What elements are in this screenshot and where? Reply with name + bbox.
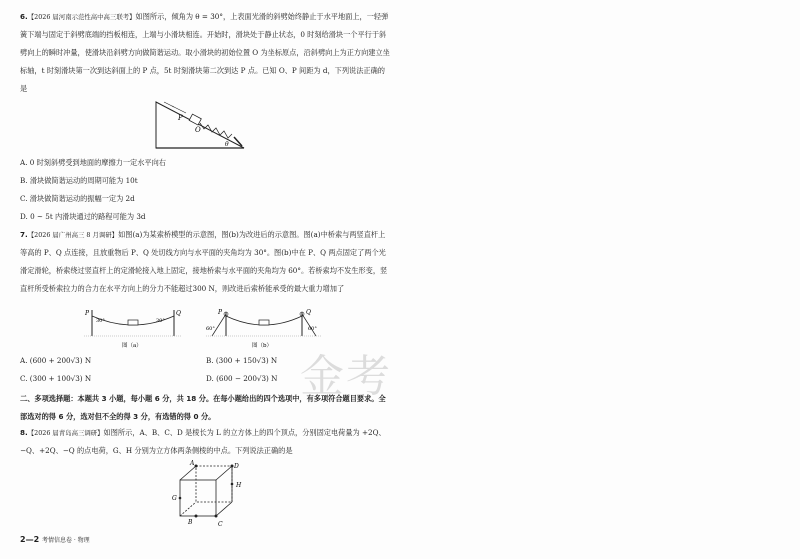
question-7 <box>20 226 392 298</box>
option-a: A. 0 时刻斜劈受到地面的摩擦力一定水平向右 <box>20 158 166 167</box>
question-7-stem <box>20 226 392 298</box>
question-6 <box>20 8 392 98</box>
label-D: D <box>234 463 239 470</box>
label-A: A <box>190 460 195 467</box>
label-C: C <box>218 521 223 528</box>
section-2-title: 二、多项选择题：本题共 3 小题，每小题 6 分，共 18 分。在每小题给出的四个选项中，有多项符合题目要求。全部选对的得 6 分，选对但不全的得 3 分，有选错的得 0 分。 <box>20 394 386 421</box>
question-source: 【2026 届青岛高三调研】 <box>27 429 104 437</box>
watermark: 金考 <box>300 351 392 402</box>
option-d: D. 0 ~ 5t 内滑块通过的路程可能为 3d <box>20 212 146 221</box>
question-number: 8. <box>20 428 28 437</box>
question-source: 【2026 届河南示范性高中高三联考】 <box>27 13 136 21</box>
question-source: 【2026 届广州高三 8 月调研】 <box>27 231 119 239</box>
cube-figure <box>170 460 250 530</box>
question-6-options <box>20 154 392 226</box>
option-c: C. (300 + 100√3) N <box>20 374 92 383</box>
label-Q: Q <box>176 310 181 317</box>
page-number: 2—2 <box>20 535 40 544</box>
label-Q: Q <box>306 309 311 316</box>
option-b: B. (300 + 150√3) N <box>206 356 278 365</box>
bridge-figure-a <box>80 306 190 350</box>
option-d: D. (600 − 200√3) N <box>206 374 278 383</box>
question-text: 如图所示，A、B、C、D 是棱长为 L 的立方体上的四个顶点，分别固定电荷量为 +2Q、−Q、+2Q、−Q 的点电荷，G、H 分别为立方体两条侧棱的中点。下列说法正确的是 <box>20 428 386 455</box>
label-P: P <box>178 114 183 122</box>
option-a: A. (600 + 200√3) N <box>20 356 92 365</box>
footer-text: 考情信息卷 · 物理 <box>41 537 90 544</box>
label-theta: θ <box>225 141 229 148</box>
question-8 <box>20 424 392 460</box>
angle-right: 60° <box>308 326 317 332</box>
label-P: P <box>218 309 223 316</box>
angle-right: 30° <box>156 318 165 324</box>
angle-left: 30° <box>96 318 105 324</box>
question-text: 如图所示，倾角为 θ = 30°，上表面光滑的斜劈始终静止于水平地面上，一轻弹簧下端与固定于斜劈底端的挡板相连，上端与小滑块相连。开始时，滑块处于静止状态，0 时刻给滑块一个平行于斜劈向上的瞬时冲量，使滑块沿斜劈方向做简谐运动。取小滑块的初始位置 O 为坐标原点，沿斜劈向上为正方向建立坐标轴，t 时刻滑块第一次到达斜面上的 P 点，5t 时刻滑块第二次到达 P 点。已知 O、P 间距为 d，下列说法正确的是 <box>20 12 390 93</box>
incline-figure <box>150 96 250 154</box>
label-O: O <box>195 126 201 134</box>
question-6-stem <box>20 8 392 98</box>
question-8-stem <box>20 424 392 460</box>
figure-a-caption: 图（a） <box>122 343 142 349</box>
option-c: C. 滑块做简谐运动的振幅一定为 2d <box>20 194 135 203</box>
label-B: B <box>188 519 193 526</box>
question-number: 7. <box>20 230 28 239</box>
option-b: B. 滑块做简谐运动的周期可能为 10t <box>20 176 138 185</box>
question-number: 6. <box>20 12 28 21</box>
question-text: 如图(a)为某索桥模型的示意图，图(b)为改进后的示意图。图(a)中桥索与两竖直杆上等高的 P、Q 点连接，且放重物后 P、Q 处切线方向与水平面的夹角均为 30°。图(b)中在 P、Q 两点固定了两个光滑定滑轮，桥索绕过竖直杆上的定滑轮接入地上固定，接地桥索与水平面的夹角均为 60°。若桥索均不发生形变，竖直杆所受桥索拉力的合力在水平方向上的分力不能超过300 N，则改进后索桥能承受的最大重力增加了 <box>20 230 388 293</box>
angle-left: 60° <box>206 326 215 332</box>
label-H: H <box>236 482 242 489</box>
label-G: G <box>172 495 177 502</box>
label-P: P <box>85 310 90 317</box>
figure-b-caption: 图（b） <box>252 343 273 349</box>
page-footer <box>20 535 90 544</box>
